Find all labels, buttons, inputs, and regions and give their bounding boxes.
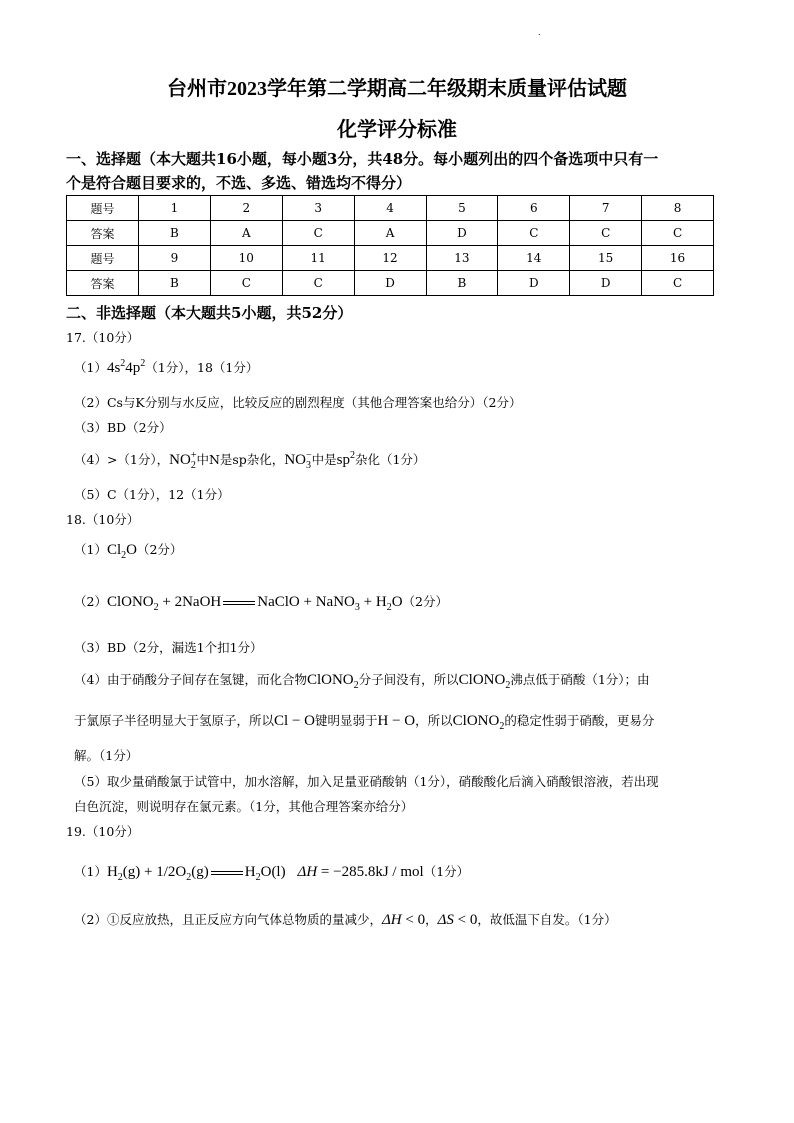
table-cell: 10	[210, 246, 282, 271]
table-cell: 4	[354, 196, 426, 221]
q17-heading: 17.（10分）	[66, 330, 140, 345]
table-cell: D	[426, 221, 498, 246]
table-cell: 5	[426, 196, 498, 221]
q18-part1: $(1)Cl_2O(2$分）	[74, 542, 183, 561]
row-label: 题号	[67, 246, 139, 271]
table-cell: B	[139, 221, 211, 246]
cl2o-formula: $Cl_2O$	[106, 542, 137, 561]
table-cell: C	[570, 221, 642, 246]
table-cell: 8	[642, 196, 714, 221]
q18-part3: （3）BD（2分，漏选1个扣1分）	[74, 640, 263, 655]
table-cell: C	[642, 221, 714, 246]
q18-heading: 18.（10分）	[66, 512, 140, 527]
table-cell: 9	[139, 246, 211, 271]
no2-plus-formula: $NO_2^+$	[169, 450, 197, 471]
reaction-arrow-equals	[211, 871, 243, 875]
table-cell: C	[210, 271, 282, 296]
table-cell: D	[570, 271, 642, 296]
table-cell: 7	[570, 196, 642, 221]
page-subtitle: 化学评分标准	[337, 119, 457, 141]
q17-part2: （2）Cs与K分别与水反应，比较反应的剧烈程度（其他合理答案也给分）（2分）	[74, 395, 522, 410]
q18-part4-line1: （4）由于硝酸分子间存在氢键，而化合物ClONO$_2$分子间没有，所以ClONO$_2$沸点低于硝酸（1分）；由	[74, 672, 650, 691]
table-cell: 14	[498, 246, 570, 271]
table-cell: 2	[210, 196, 282, 221]
q18-part5-line2: 白色沉淀，则说明存在氯元素。（1分，其他合理答案亦给分）	[74, 799, 414, 814]
table-cell: B	[426, 271, 498, 296]
row-label: 答案	[67, 221, 139, 246]
q19-part2: （2）①反应放热，且正反应方向气体总物质的量减少，ΔH < 0，ΔS < 0，故低温下自发。（1分）	[74, 912, 617, 928]
table-cell: 3	[282, 196, 354, 221]
page-title: 台州市2023学年第二学期高二年级期末质量评估试题	[167, 78, 627, 100]
row-label: 答案	[67, 271, 139, 296]
table-cell: C	[282, 271, 354, 296]
table-cell: 16	[642, 246, 714, 271]
table-cell: C	[498, 221, 570, 246]
q17-part3: （3）BD（2分）	[74, 420, 172, 435]
table-cell: C	[282, 221, 354, 246]
row-label: 题号	[67, 196, 139, 221]
section1-heading-line2: 个是符合题目要求的，不选、多选、错选均不得分）	[66, 174, 412, 192]
table-cell: D	[354, 271, 426, 296]
q17-part5: （5）C（1分），12（1分）	[74, 487, 230, 502]
q18-part2-equation: （2）ClONO$_2$ + 2NaOH NaClO + NaNO$_3$ + $H_2O(2$分）	[74, 594, 448, 613]
answer-table	[66, 195, 714, 296]
table-cell: A	[354, 221, 426, 246]
q17-part1	[74, 358, 258, 377]
table-row	[67, 196, 714, 221]
table-cell: 12	[354, 246, 426, 271]
table-cell: 11	[282, 246, 354, 271]
table-row	[67, 246, 714, 271]
reaction-arrow-equals	[223, 601, 255, 605]
table-cell: 6	[498, 196, 570, 221]
q19-heading: 19.（10分）	[66, 824, 140, 839]
q19-part1-equation: $(1)H_2(g) + 1/2O_2(g)$ $H_2O(l)$ ΔH = −285.8kJ / mol（1分）	[74, 864, 470, 883]
table-row	[67, 271, 714, 296]
section1-heading-line1: 一、选择题（本大题共16小题，每小题3分，共48分。每小题列出的四个备选项中只有一	[66, 150, 659, 168]
table-cell: 15	[570, 246, 642, 271]
table-cell: 13	[426, 246, 498, 271]
section2-heading: 二、非选择题（本大题共5小题，共52分）	[66, 304, 353, 322]
q18-part4-line3: 解。（1分）	[74, 748, 139, 763]
table-cell: D	[498, 271, 570, 296]
q17-p1-prefix: （1）	[74, 360, 107, 375]
no3-minus-formula: $NO_3^-$	[284, 450, 312, 471]
q17-p1-config: $4s^24p^2$	[106, 358, 146, 376]
q18-part4-line2: 于氯原子半径明显大于氢原子，所以Cl − O键明显弱于H − O，所以ClONO$_2$的稳定性弱于硝酸，更易分	[74, 713, 655, 732]
q18-part5-line1: （5）取少量硝酸氯于试管中，加水溶解，加入足量亚硝酸钠（1分），硝酸酸化后滴入硝酸银溶液，若出现	[74, 774, 659, 789]
table-cell: B	[139, 271, 211, 296]
header-mark: .	[538, 28, 541, 37]
table-row	[67, 221, 714, 246]
table-cell: 1	[139, 196, 211, 221]
table-cell: C	[642, 271, 714, 296]
table-cell: A	[210, 221, 282, 246]
q17-part4: （4）>（1分），$NO_2^+$中N是sp杂化，$NO_3^-$中是$sp^2$杂化（1分）	[74, 450, 426, 471]
q17-p1-suffix: （1分），18（1分）	[145, 360, 259, 375]
